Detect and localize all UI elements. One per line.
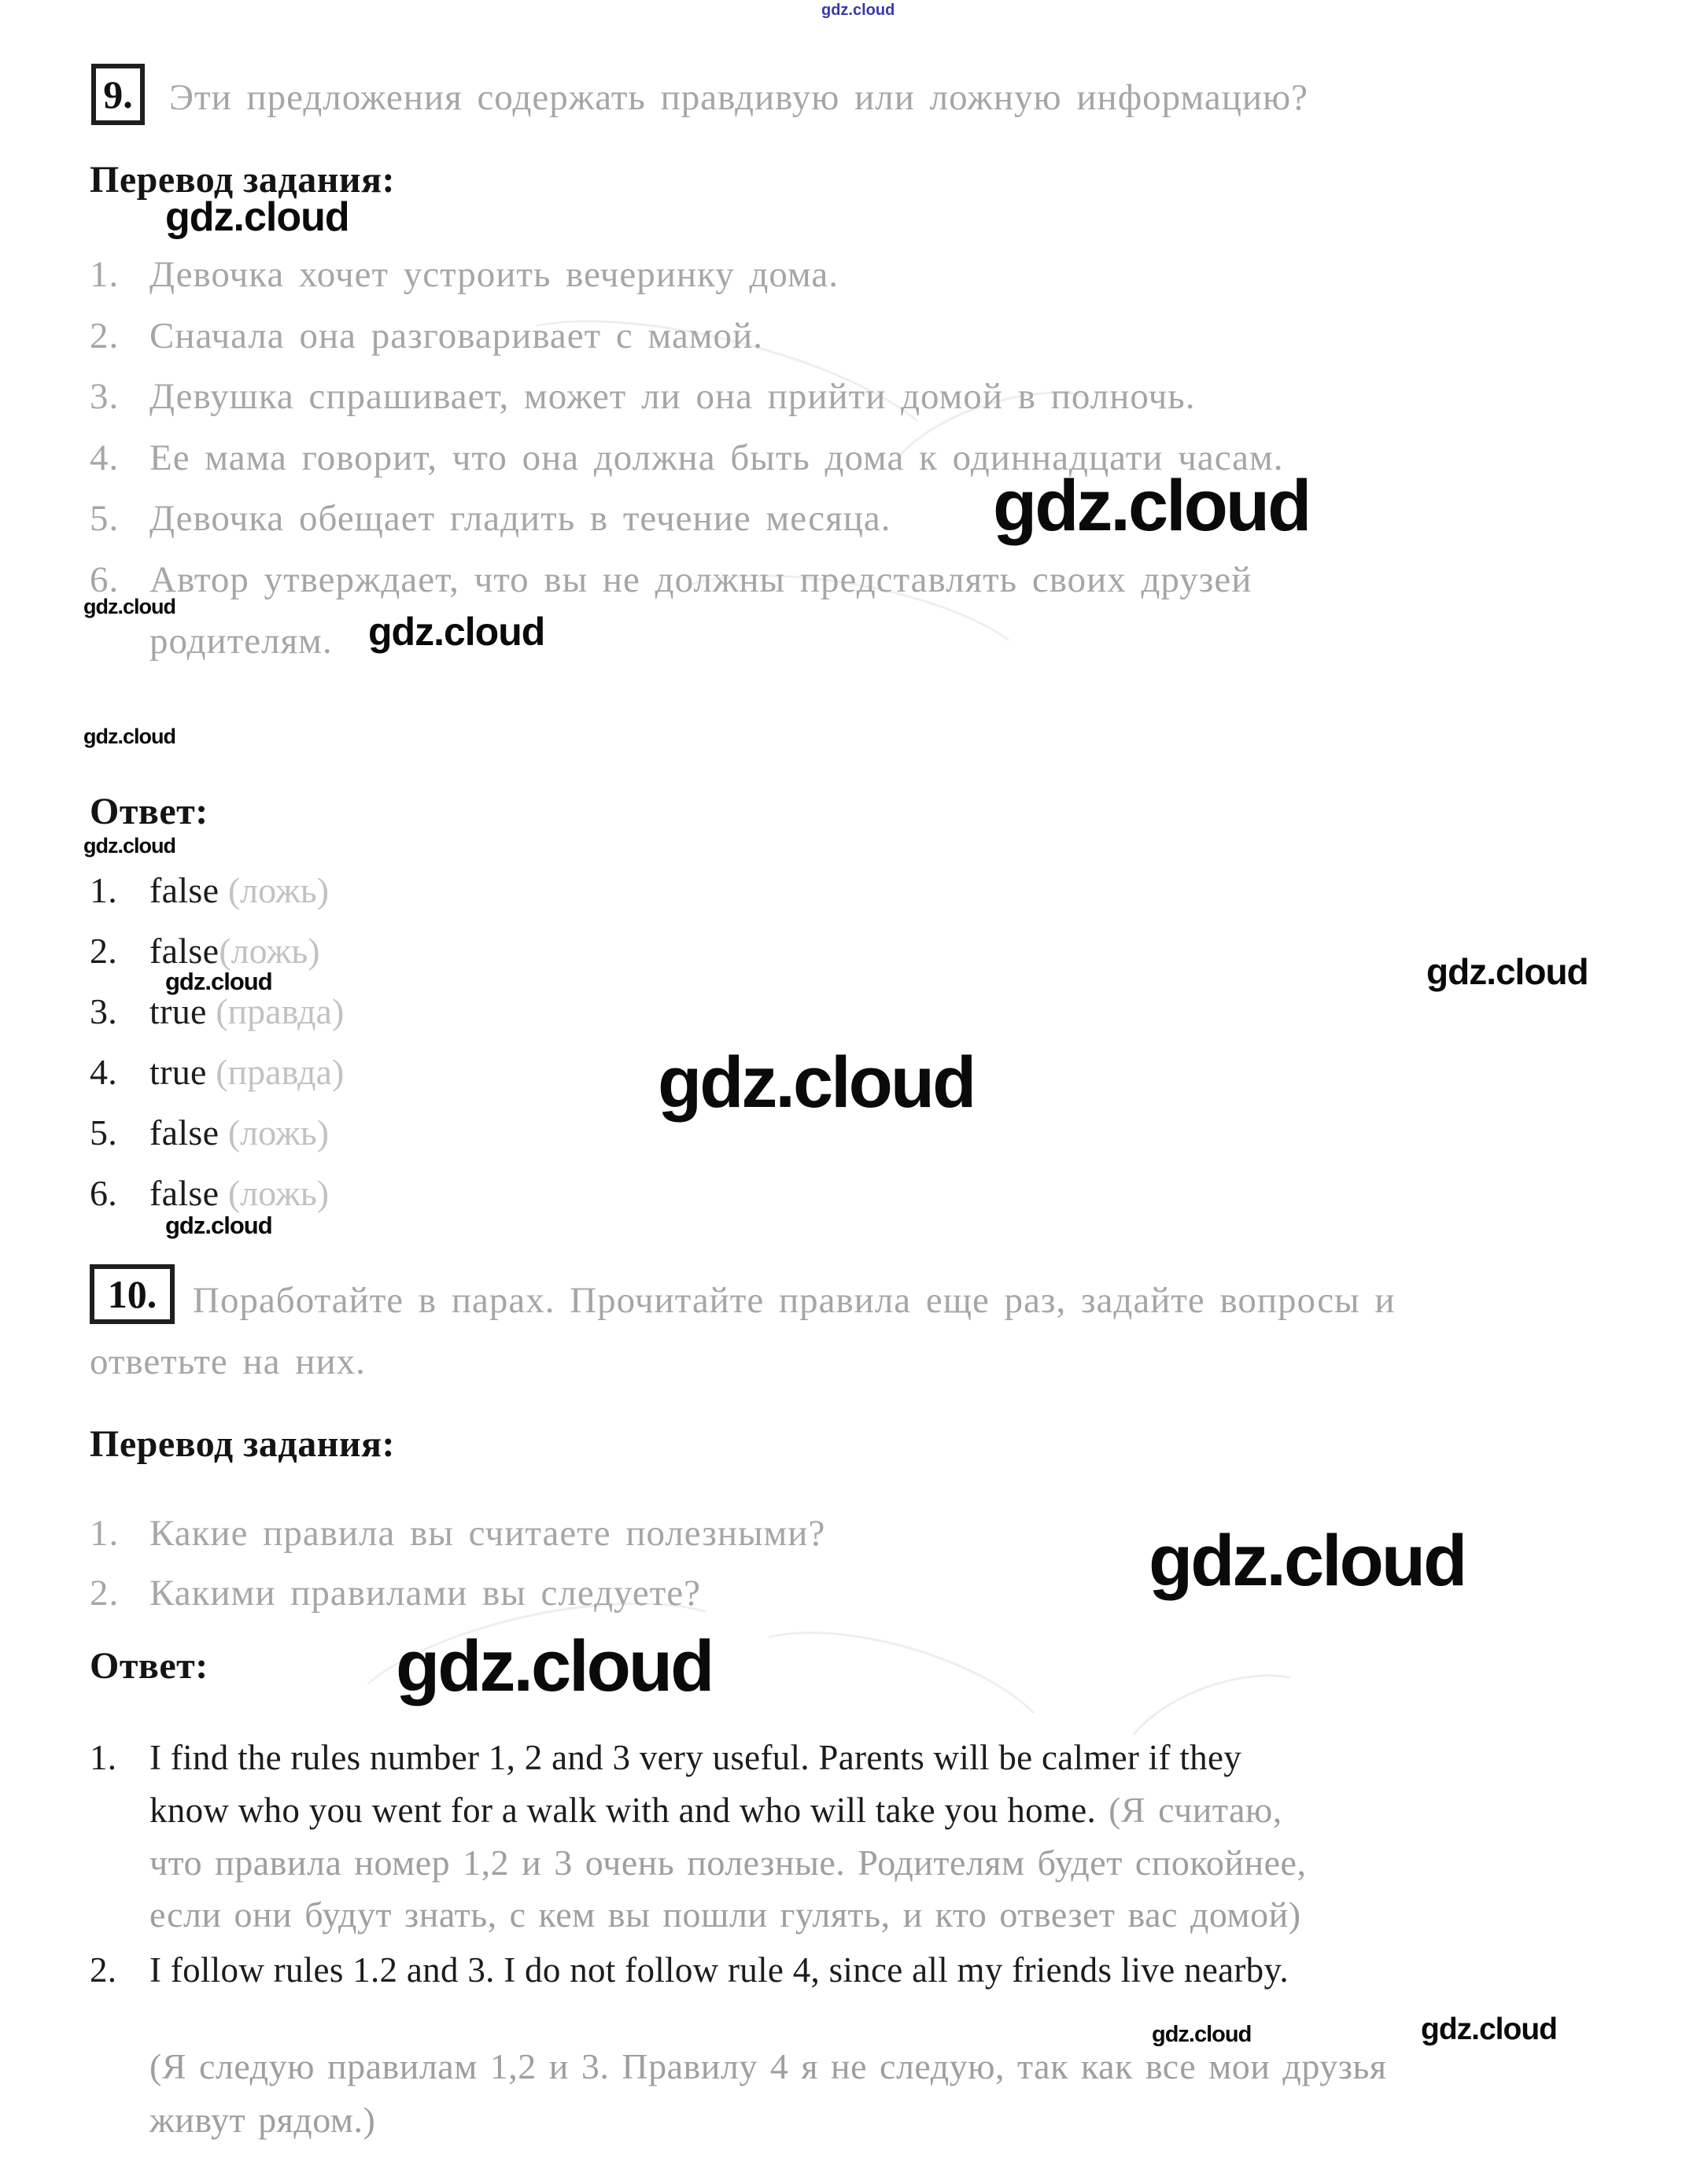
answer-heading-10: Ответ: — [90, 1645, 208, 1687]
watermark-gdz-cloud-right: gdz.cloud — [1426, 951, 1588, 992]
answer-ru-line: живут рядом.) — [149, 2100, 376, 2140]
answer-ru-line: (Я следую правилам 1,2 и 3. Правилу 4 я не следую, так как все мои друзья — [149, 2046, 1387, 2086]
answer-translation: (ложь) — [219, 1112, 330, 1153]
watermark-gdz-cloud-large: gdz.cloud — [993, 466, 1310, 546]
list-item-text: Девочка обещает гладить в течение месяца. — [149, 498, 891, 539]
answer-number: 3. — [90, 991, 118, 1031]
watermark-gdz-cloud: gdz.cloud — [165, 194, 349, 240]
list-item-number: 2. — [90, 1573, 120, 1614]
watermark-gdz-cloud: gdz.cloud — [368, 610, 545, 654]
list-item-number: 6. — [90, 559, 120, 600]
watermark-gdz-cloud-small-bold: gdz.cloud — [1421, 2012, 1557, 2046]
answer-translation: (ложь) — [219, 931, 320, 971]
list-item-text: Девочка хочет устроить вечеринку дома. — [149, 254, 839, 295]
answer-value: false — [149, 870, 219, 910]
exercise-10-number-box — [90, 1264, 175, 1324]
answer-number: 5. — [90, 1112, 118, 1153]
list-item-number: 1. — [90, 1513, 120, 1554]
answer-en-line: I find the rules number 1, 2 and 3 very useful. Parents will be calmer if they — [149, 1738, 1242, 1777]
exercise-9-number: 9. — [103, 72, 133, 116]
answer-number: 1. — [90, 870, 118, 910]
answer-en-text: know who you went for a walk with and who will take you home. — [149, 1791, 1097, 1830]
list-item-text: Автор утверждает, что вы не должны представлять своих друзей — [149, 559, 1252, 600]
list-item-number: 1. — [90, 254, 120, 295]
answer-value: false — [149, 1173, 219, 1213]
answer-value: false — [149, 1112, 219, 1153]
list-item-text: Ее мама говорит, что она должна быть дома к одиннадцати часам. — [149, 437, 1284, 478]
translation-heading-10: Перевод задания: — [90, 1423, 395, 1465]
list-item-text-continued: родителям. — [149, 621, 333, 662]
list-item-number: 4. — [90, 437, 120, 478]
watermark-gdz-cloud-small-bold: gdz.cloud — [165, 1212, 272, 1239]
list-item-text: Какие правила вы считаете полезными? — [149, 1513, 826, 1554]
answer-value: false — [149, 931, 219, 971]
answer-row — [149, 930, 320, 972]
answer-translation: (ложь) — [219, 870, 330, 910]
watermark-gdz-cloud-small-bold: gdz.cloud — [165, 968, 272, 995]
exercise-10-number: 10. — [107, 1272, 157, 1316]
list-item-number: 2. — [90, 315, 120, 356]
answer-row — [149, 1051, 344, 1093]
watermark-gdz-cloud-large: gdz.cloud — [1149, 1521, 1466, 1601]
answer-row — [149, 1112, 329, 1153]
exercise-9-number-box — [91, 64, 145, 125]
background-swirl — [712, 1601, 1070, 1819]
translation-heading-9: Перевод задания: — [90, 159, 395, 201]
list-item-number: 5. — [90, 498, 120, 539]
watermark-gdz-cloud-large: gdz.cloud — [396, 1626, 713, 1706]
list-item-number: 3. — [90, 376, 120, 417]
exercise-10-task-line2: ответьте на них. — [90, 1341, 366, 1382]
exercise-9-task-text: Эти предложения содержать правдивую или ложную информацию? — [169, 77, 1309, 118]
list-item-text: Сначала она разговаривает с мамой. — [149, 315, 763, 356]
answer-translation: (правда) — [206, 1052, 345, 1092]
watermark-gdz-cloud-small: gdz.cloud — [83, 595, 175, 618]
watermark-gdz-cloud-small: gdz.cloud — [83, 834, 175, 858]
answer-en-line: I follow rules 1.2 and 3. I do not follow rule 4, since all my friends live nearby. — [149, 1950, 1289, 1990]
exercise-10-task-line1: Поработайте в парах. Прочитайте правила еще раз, задайте вопросы и — [193, 1280, 1396, 1321]
answer-en-line — [149, 1789, 1282, 1831]
answer-row — [149, 1172, 329, 1214]
list-item-text: Девушка спрашивает, может ли она прийти домой в полночь. — [149, 376, 1196, 417]
watermark-gdz-cloud-small: gdz.cloud — [83, 725, 175, 748]
list-item-text: Какими правилами вы следуете? — [149, 1573, 702, 1614]
answer-ru-line: что правила номер 1,2 и 3 очень полезные. Родителям будет спокойнее, — [149, 1843, 1307, 1883]
watermark-gdz-cloud-large: gdz.cloud — [658, 1042, 975, 1123]
answer-row — [149, 990, 344, 1032]
answer-heading-9: Ответ: — [90, 791, 208, 832]
answer-ru-inline: (Я считаю, — [1096, 1790, 1282, 1830]
answer-ru-line: если они будут знать, с кем вы пошли гулять, и кто отвезет вас домой) — [149, 1894, 1301, 1935]
watermark-gdz-cloud-small: gdz.cloud — [1152, 2022, 1252, 2047]
answer-number: 4. — [90, 1052, 118, 1092]
answer-value: true — [149, 991, 207, 1031]
answer-number: 1. — [90, 1738, 117, 1777]
answer-number: 2. — [90, 931, 118, 971]
answer-translation: (ложь) — [219, 1173, 330, 1213]
watermark-gdz-cloud-top: gdz.cloud — [821, 2, 895, 19]
answer-row — [149, 869, 329, 911]
answer-number: 6. — [90, 1173, 118, 1213]
answer-value: true — [149, 1052, 207, 1092]
answer-number: 2. — [90, 1950, 117, 1990]
answer-translation: (правда) — [206, 991, 345, 1031]
